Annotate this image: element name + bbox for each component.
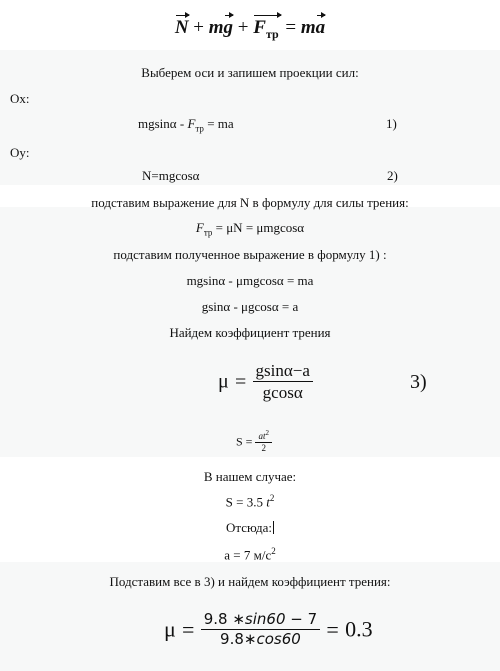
den-func: ∗cos60 bbox=[243, 630, 301, 648]
final-result: 0.3 bbox=[345, 616, 373, 642]
axis-x-label: Ox: bbox=[10, 91, 30, 106]
friction-subscript: тр bbox=[265, 26, 279, 41]
equals-sign: = bbox=[326, 616, 339, 642]
distance-lhs: S = bbox=[236, 434, 256, 449]
friction-symbol: F bbox=[195, 220, 204, 235]
hence-label: Отсюда: bbox=[225, 520, 273, 535]
intro-text: Выберем оси и запишем проекции сил: bbox=[141, 65, 359, 80]
distance-numerator: at bbox=[258, 431, 266, 441]
acceleration-text: a = 7 м/с bbox=[224, 547, 272, 563]
substitute-result-text: подставим полученное выражение в формулу 1) : bbox=[113, 247, 387, 262]
equals-sign: = bbox=[285, 17, 297, 38]
friction-subscript: тр bbox=[203, 227, 213, 238]
normal-force-symbol: N bbox=[174, 17, 189, 38]
equation-number-1: 1) bbox=[386, 116, 397, 131]
substitute-text: подставим выражение для N в формулу для силы трения: bbox=[91, 195, 409, 210]
mu-fraction bbox=[253, 362, 313, 401]
acceleration-value bbox=[0, 547, 500, 561]
equals-sign: = bbox=[234, 370, 247, 393]
num-value: 9.8 bbox=[203, 610, 228, 628]
mu-denominator: gcosα bbox=[262, 383, 303, 402]
newton-equation bbox=[0, 18, 500, 40]
den-value: 9.8 bbox=[220, 630, 244, 648]
mass-symbol: m bbox=[208, 17, 224, 38]
friction-subscript: тр bbox=[195, 123, 204, 134]
acceleration-exponent: 2 bbox=[271, 546, 276, 556]
time-variable: t bbox=[266, 494, 270, 510]
acceleration-symbol: a bbox=[315, 17, 326, 38]
equation-number-2: 2) bbox=[387, 168, 398, 183]
friction-rest: = μN = μmgcosα bbox=[212, 220, 305, 235]
num-rest: − 7 bbox=[285, 610, 318, 628]
distance-exponent: 2 bbox=[265, 429, 269, 437]
find-coefficient-text: Найдем коэффициент трения bbox=[169, 325, 331, 340]
text-cursor bbox=[273, 521, 274, 534]
final-numerator bbox=[201, 612, 320, 630]
equals-sign: = bbox=[182, 616, 195, 642]
mu-symbol: μ bbox=[218, 370, 229, 393]
distance-fraction bbox=[255, 430, 272, 453]
friction-equation bbox=[0, 221, 500, 238]
axis-y-equation: N=mgcosα bbox=[142, 168, 200, 183]
axis-y-label: Oy: bbox=[10, 145, 30, 160]
final-denominator bbox=[201, 630, 320, 647]
plus-sign: + bbox=[237, 17, 249, 38]
axis-x-equation bbox=[138, 117, 234, 134]
axis-x-eq-left: mgsinα - bbox=[138, 116, 188, 131]
friction-symbol: F bbox=[187, 116, 196, 131]
final-formula bbox=[164, 612, 373, 647]
distance-formula bbox=[236, 430, 272, 453]
friction-force-symbol: F bbox=[253, 17, 266, 38]
equation-number-3: 3) bbox=[410, 371, 427, 393]
mu-symbol: μ bbox=[164, 616, 176, 642]
final-fraction bbox=[201, 612, 320, 647]
axis-x-eq-right: = ma bbox=[203, 116, 234, 131]
mass-symbol: m bbox=[300, 17, 316, 38]
num-func: ∗sin60 bbox=[227, 610, 286, 628]
mu-formula bbox=[218, 362, 313, 401]
mu-numerator: gsinα−a bbox=[253, 362, 313, 382]
equation-simplified: gsinα - μgcosα = a bbox=[201, 299, 299, 314]
gravity-symbol: g bbox=[223, 17, 234, 38]
plus-sign: + bbox=[193, 17, 205, 38]
hence-text bbox=[0, 521, 500, 534]
equation-mass: mgsinα - μmgcosα = ma bbox=[186, 273, 314, 288]
time-exponent: 2 bbox=[269, 493, 275, 503]
given-distance bbox=[0, 494, 500, 508]
distance-denominator: 2 bbox=[261, 443, 266, 453]
our-case-text: В нашем случае: bbox=[203, 469, 297, 484]
final-text: Подставим все в 3) и найдем коэффициент трения: bbox=[109, 574, 391, 589]
given-lhs: S = 3.5 bbox=[225, 494, 267, 510]
